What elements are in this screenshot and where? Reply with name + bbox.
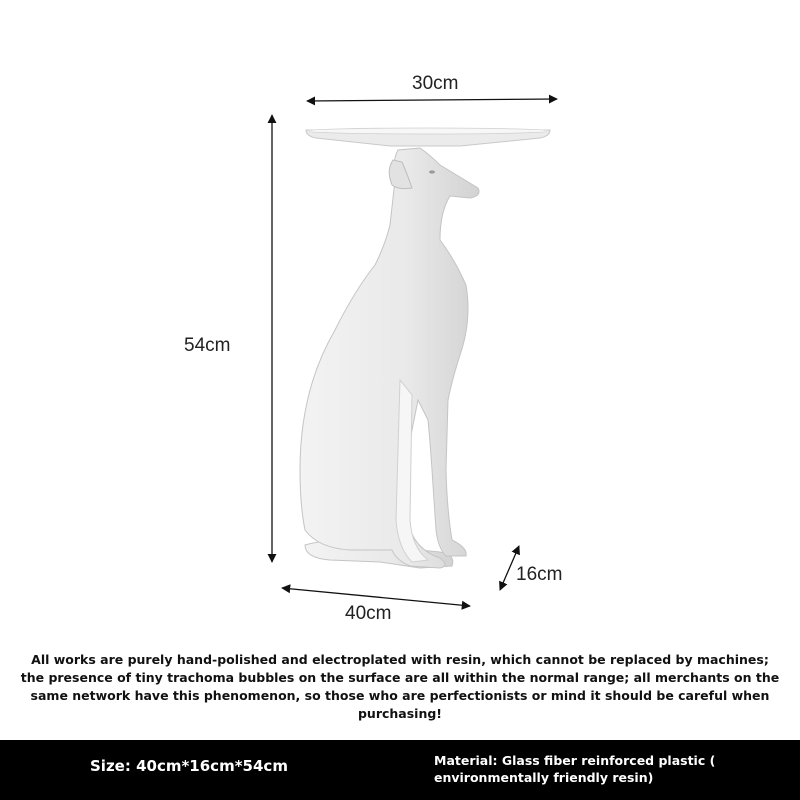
- height-label: 54cm: [184, 335, 231, 356]
- depth-label: 16cm: [516, 564, 563, 585]
- size-spec: Size: 40cm*16cm*54cm: [90, 757, 288, 775]
- spec-footer: [0, 740, 800, 800]
- craft-notice: All works are purely hand-polished and electroplated with resin, which cannot be replaced by machines; the presence of tiny trachoma bubbles on the surface are all within the normal range; all merchants on the same network have this phenomenon, so those who are perfectionists or mind it should be careful when purchasing!: [20, 652, 780, 721]
- top-width-arrow: [307, 99, 557, 101]
- dog-statue: [300, 148, 479, 568]
- base-width-label: 40cm: [345, 603, 392, 624]
- material-spec: Material: Glass fiber reinforced plastic ( environmentally friendly resin): [434, 753, 716, 785]
- top-width-label: 30cm: [412, 73, 459, 94]
- tray: [306, 128, 550, 146]
